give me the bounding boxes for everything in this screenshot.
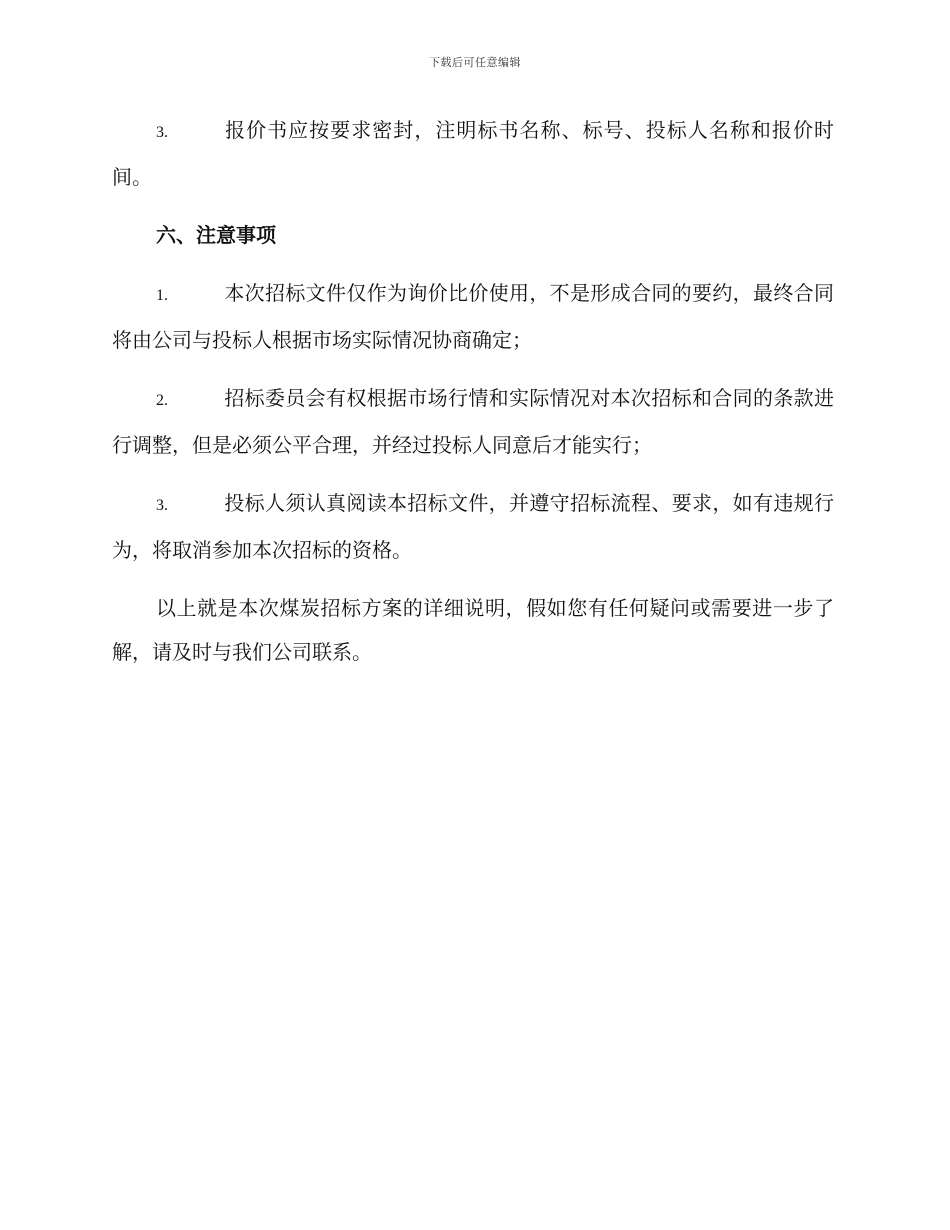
list-item-number: 1.	[156, 287, 168, 304]
list-item-1	[112, 271, 834, 362]
list-item-text: 投标人须认真阅读本招标文件，并遵守招标流程、要求，如有违规行为，将取消参加本次招标的资格。	[112, 491, 834, 562]
list-item-number: 3.	[156, 124, 168, 141]
list-item-text: 本次招标文件仅作为询价比价使用，不是形成合同的要约，最终合同将由公司与投标人根据市场实际情况协商确定；	[112, 281, 834, 352]
list-item-2	[112, 376, 834, 467]
list-item-number: 2.	[156, 392, 168, 409]
page-header: 下载后可任意编辑	[429, 56, 521, 69]
list-item-previous-3	[112, 108, 834, 199]
list-item-text: 报价书应按要求密封，注明标书名称、标号、投标人名称和报价时间。	[112, 118, 834, 189]
closing-paragraph: 以上就是本次煤炭招标方案的详细说明，假如您有任何疑问或需要进一步了解，请及时与我们公司联系。	[112, 596, 834, 664]
list-item-text: 招标委员会有权根据市场行情和实际情况对本次招标和合同的条款进行调整，但是必须公平合理，并经过投标人同意后才能实行；	[112, 386, 834, 457]
document-body	[112, 108, 834, 688]
list-item-3	[112, 481, 834, 572]
section-heading: 六、注意事项	[156, 223, 276, 247]
list-item-number: 3.	[156, 497, 168, 514]
